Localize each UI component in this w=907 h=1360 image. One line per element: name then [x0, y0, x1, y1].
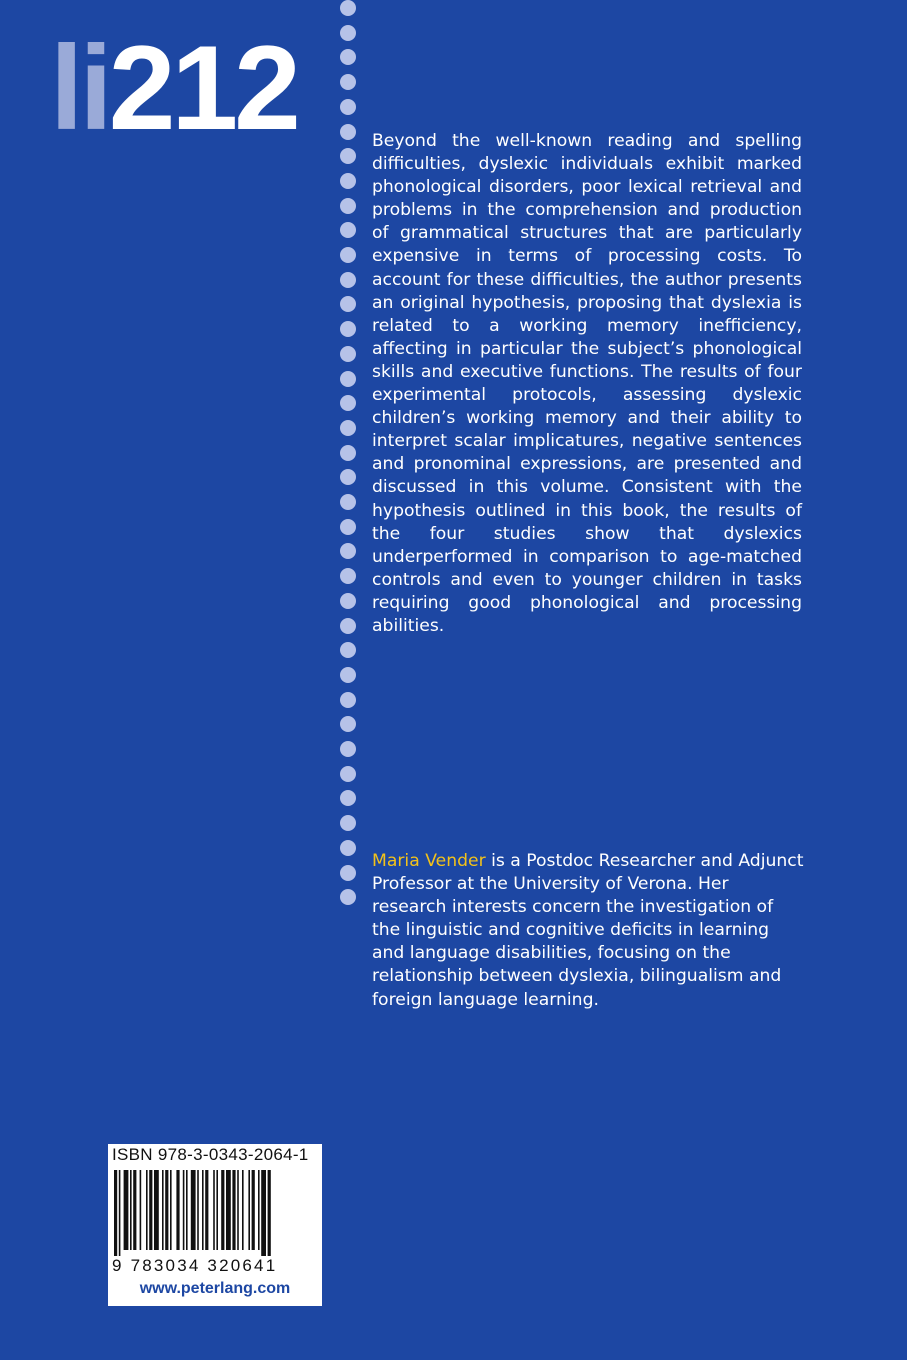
barcode-bar — [268, 1170, 271, 1256]
decorative-dot — [340, 296, 356, 312]
ean-digits: 9 783034 320641 — [112, 1256, 278, 1275]
decorative-dot — [340, 247, 356, 263]
publisher-url[interactable]: www.peterlang.com — [139, 1280, 291, 1297]
decorative-dot — [340, 790, 356, 806]
author-bio — [372, 850, 804, 1012]
decorative-dot — [340, 618, 356, 634]
decorative-dot — [340, 469, 356, 485]
author-name: Maria Vender — [372, 851, 486, 871]
series-logo — [50, 21, 297, 155]
barcode-bar — [165, 1170, 168, 1250]
author-bio-text: is a Postdoc Researcher and Adjunct Professor at the University of Verona. Her research interests concern the investigation of the linguistic and cognitive deficits in learning and language disabilities, focusing on the relationship between dyslexia, bilingualism and foreign language learning. — [372, 851, 804, 1010]
barcode-bar — [191, 1170, 196, 1250]
isbn-label: ISBN 978-3-0343-2064-1 — [112, 1145, 309, 1164]
decorative-dot — [340, 543, 356, 559]
decorative-dot — [340, 420, 356, 436]
barcode-bar — [242, 1170, 244, 1250]
barcode-bar — [170, 1170, 172, 1250]
decorative-dot — [340, 840, 356, 856]
barcode-bar — [133, 1170, 136, 1250]
barcode-panel — [108, 1144, 322, 1306]
book-description: Beyond the well-known reading and spelling difficulties, dyslexic individuals exhibit marked phonological disorders, poor lexical retrieval and problems in the comprehension and production of grammatical structures that are particularly expensive in terms of processing costs. To account for these difficulties, the author presents an original hypothesis, proposing that dyslexia is related to a working memory inefficiency, affecting in particular the subject’s phonological skills and executive functions. The results of four experimental protocols, assessing dyslexic children’s working memory and their ability to interpret scalar implicatures, negative sentences and pronominal expressions, are presented and discussed in this volume. Consistent with the hypothesis outlined in this book, the results of the four studies show that dyslexics underperformed in comparison to age-matched controls and even to younger children in tasks requiring good phonological and processing abilities. — [372, 131, 802, 636]
decorative-dot — [340, 321, 356, 337]
decorative-dot — [340, 0, 356, 16]
series-number: 212 — [108, 21, 297, 155]
decorative-dot — [340, 222, 356, 238]
decorative-dot — [340, 99, 356, 115]
decorative-dot — [340, 371, 356, 387]
barcode-bar — [146, 1170, 148, 1250]
barcode-bar — [140, 1170, 142, 1250]
decorative-dot — [340, 519, 356, 535]
barcode-bar — [183, 1170, 185, 1250]
barcode-bar — [130, 1170, 132, 1250]
decorative-dot — [340, 124, 356, 140]
barcode-bar — [114, 1170, 117, 1256]
decorative-dot — [340, 74, 356, 90]
decorative-dot — [340, 889, 356, 905]
barcode-bar — [119, 1170, 121, 1256]
barcode-bar — [258, 1170, 260, 1250]
decorative-dot — [340, 642, 356, 658]
decorative-dot — [340, 741, 356, 757]
dot-column — [340, 0, 356, 930]
decorative-dot — [340, 272, 356, 288]
barcode-bar — [213, 1170, 215, 1250]
barcode-bars — [114, 1170, 316, 1256]
decorative-dot — [340, 346, 356, 362]
barcode-bar — [261, 1170, 266, 1256]
barcode-bar — [237, 1170, 239, 1250]
decorative-dot — [340, 395, 356, 411]
decorative-dot — [340, 148, 356, 164]
decorative-dot — [340, 865, 356, 881]
barcode-bar — [248, 1170, 250, 1250]
barcode-bar — [252, 1170, 255, 1250]
decorative-dot — [340, 716, 356, 732]
decorative-dot — [340, 445, 356, 461]
decorative-dot — [340, 815, 356, 831]
barcode-bar — [162, 1170, 164, 1250]
decorative-dot — [340, 494, 356, 510]
decorative-dot — [340, 692, 356, 708]
decorative-dot — [340, 568, 356, 584]
barcode-bar — [186, 1170, 188, 1250]
barcode-bar — [216, 1170, 218, 1250]
barcode-bar — [226, 1170, 231, 1250]
decorative-dot — [340, 667, 356, 683]
barcode-bar — [124, 1170, 129, 1250]
barcode-bar — [154, 1170, 159, 1250]
barcode-bar — [202, 1170, 204, 1250]
barcode-bar — [197, 1170, 199, 1250]
barcode-bar — [149, 1170, 152, 1250]
decorative-dot — [340, 198, 356, 214]
decorative-dot — [340, 173, 356, 189]
barcode-bar — [176, 1170, 179, 1250]
series-prefix: li — [50, 21, 109, 155]
decorative-dot — [340, 25, 356, 41]
barcode-bar — [221, 1170, 224, 1250]
decorative-dot — [340, 593, 356, 609]
barcode-bar — [205, 1170, 208, 1250]
barcode-bar — [232, 1170, 235, 1250]
decorative-dot — [340, 49, 356, 65]
decorative-dot — [340, 766, 356, 782]
